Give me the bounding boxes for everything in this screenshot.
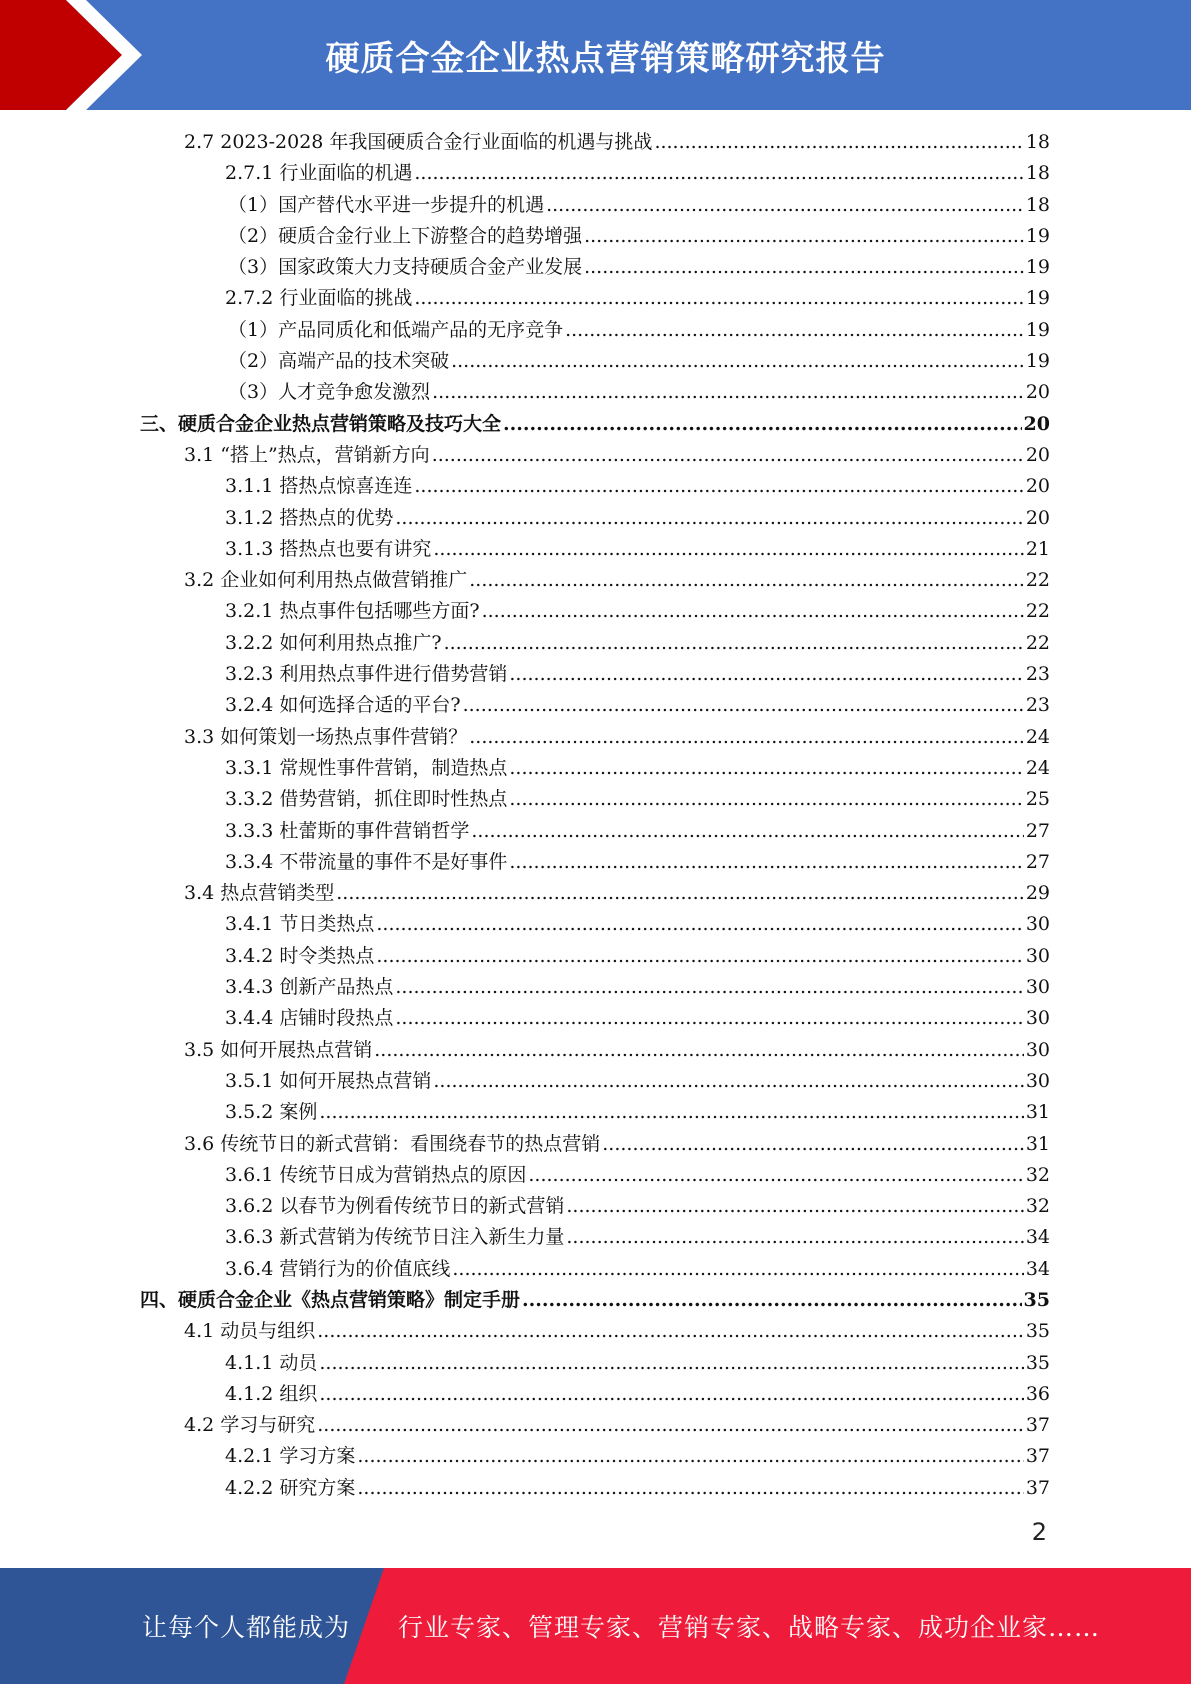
toc-entry-page: 27: [1025, 819, 1050, 842]
toc-entry-page: 36: [1025, 1382, 1050, 1405]
toc-entry-label: 4.1 动员与组织: [184, 1320, 316, 1343]
toc-leader-dots: [395, 1003, 1023, 1034]
toc-leader-dots: [469, 565, 1024, 596]
toc-leader-dots: [414, 158, 1023, 189]
toc-leader-dots: [509, 784, 1023, 815]
page-header: [0, 0, 1191, 110]
toc-entry-page: 30: [1025, 913, 1050, 936]
toc-entry[interactable]: [140, 377, 1050, 408]
toc-entry-page: 32: [1025, 1163, 1050, 1186]
toc-leader-dots: [522, 1285, 1022, 1316]
toc-entry-page: 19: [1025, 318, 1050, 341]
toc-entry-label: 3.6.4 营销行为的价值底线: [225, 1257, 451, 1280]
toc-entry-page: 20: [1025, 506, 1050, 529]
toc-entry-page: 31: [1025, 1132, 1050, 1155]
toc-leader-dots: [376, 941, 1023, 972]
toc-leader-dots: [654, 127, 1023, 158]
toc-entry-page: 20: [1025, 443, 1050, 466]
toc-entry-page: 24: [1025, 725, 1050, 748]
toc-entry-label: 3.6.3 新式营销为传统节日注入新生力量: [225, 1226, 565, 1249]
toc-entry[interactable]: [140, 221, 1050, 252]
toc-entry[interactable]: [140, 315, 1050, 346]
toc-entry[interactable]: [140, 753, 1050, 784]
toc-entry-page: 30: [1025, 944, 1050, 967]
toc-entry[interactable]: [140, 1441, 1050, 1472]
toc-entry-label: 3.3.4 不带流量的事件不是好事件: [225, 850, 508, 873]
toc-entry[interactable]: [140, 1066, 1050, 1097]
toc-leader-dots: [509, 659, 1023, 690]
toc-entry-label: 2.7 2023-2028 年我国硬质合金行业面临的机遇与挑战: [184, 131, 653, 153]
toc-entry-label: 3.5.1 如何开展热点营销: [225, 1069, 432, 1092]
toc-entry[interactable]: [140, 1222, 1050, 1253]
toc-leader-dots: [471, 816, 1023, 847]
toc-entry[interactable]: [140, 158, 1050, 189]
toc-entry[interactable]: [140, 565, 1050, 596]
toc-entry-label: （2）高端产品的技术突破: [228, 350, 450, 373]
toc-entry-page: 30: [1025, 1069, 1050, 1092]
toc-entry-label: 3.1.2 搭热点的优势: [225, 506, 394, 529]
toc-entry-label: （1）国产替代水平进一步提升的机遇: [228, 193, 545, 216]
toc-entry-label: 3.2 企业如何利用热点做营销推广: [184, 569, 468, 592]
toc-entry[interactable]: [140, 722, 1050, 753]
toc-entry-page: 32: [1025, 1195, 1050, 1218]
toc-leader-dots: [414, 283, 1023, 314]
toc-entry-label: 3.3.1 常规性事件营销，制造热点: [225, 756, 508, 779]
header-title: 硬质合金企业热点营销策略研究报告: [325, 38, 886, 79]
toc-entry-label: 3.5 如何开展热点营销: [184, 1038, 373, 1061]
toc-entry-page: 37: [1025, 1414, 1050, 1437]
toc-entry-label: 2.7.1 行业面临的机遇: [225, 162, 413, 185]
toc-entry-label: 4.2.2 研究方案: [225, 1476, 356, 1499]
toc-leader-dots: [357, 1441, 1023, 1472]
toc-entry-page: 19: [1025, 256, 1050, 279]
toc-entry[interactable]: [140, 409, 1050, 440]
toc-entry-label: 3.3.3 杜蕾斯的事件营销哲学: [225, 819, 470, 842]
toc-leader-dots: [528, 1160, 1023, 1191]
toc-entry[interactable]: [140, 596, 1050, 627]
toc-entry-page: 18: [1025, 162, 1050, 185]
toc-entry-label: 2.7.2 行业面临的挑战: [225, 287, 413, 310]
toc-leader-dots: [503, 409, 1022, 440]
toc-entry-page: 22: [1025, 569, 1050, 592]
toc-entry-page: 37: [1025, 1476, 1050, 1499]
toc-entry-page: 35: [1023, 1288, 1050, 1311]
page-number: 2: [1031, 1518, 1047, 1546]
toc-leader-dots: [602, 1129, 1024, 1160]
toc-entry-label: 3.2.2 如何利用热点推广?: [225, 631, 442, 654]
toc-entry-page: 34: [1025, 1226, 1050, 1249]
toc-entry[interactable]: [140, 816, 1050, 847]
toc-entry[interactable]: [140, 190, 1050, 221]
toc-leader-dots: [336, 878, 1024, 909]
toc-entry-label: 4.1.2 组织: [225, 1382, 318, 1405]
toc-entry[interactable]: [140, 659, 1050, 690]
toc-entry-page: 18: [1025, 131, 1050, 153]
toc-leader-dots: [432, 377, 1024, 408]
toc-entry[interactable]: [140, 252, 1050, 283]
toc-entry[interactable]: [140, 1191, 1050, 1222]
toc-entry-page: 35: [1025, 1320, 1050, 1343]
toc-entry-label: 3.4.2 时令类热点: [225, 944, 375, 967]
toc-entry[interactable]: [140, 1254, 1050, 1285]
toc-entry[interactable]: [140, 690, 1050, 721]
toc-entry[interactable]: [140, 283, 1050, 314]
toc-entry[interactable]: [140, 1129, 1050, 1160]
toc-entry-label: 3.2.4 如何选择合适的平台?: [225, 694, 461, 717]
toc-leader-dots: [395, 972, 1023, 1003]
toc-entry-label: 3.1.1 搭热点惊喜连连: [225, 475, 413, 498]
toc-entry-page: 20: [1025, 475, 1050, 498]
toc-entry-page: 22: [1025, 600, 1050, 623]
toc-entry-page: 22: [1025, 631, 1050, 654]
toc-entry[interactable]: [140, 1379, 1050, 1410]
toc-entry[interactable]: [140, 471, 1050, 502]
toc-entry-label: 4.1.1 动员: [225, 1351, 318, 1374]
toc-leader-dots: [414, 471, 1023, 502]
toc-entry-label: （3）国家政策大力支持硬质合金产业发展: [228, 256, 583, 279]
toc-leader-dots: [319, 1348, 1023, 1379]
toc-entry-page: 20: [1025, 381, 1050, 404]
toc-entry-label: 4.2 学习与研究: [184, 1414, 316, 1437]
footer-slogan-right: 行业专家、管理专家、营销专家、战略专家、成功企业家……: [398, 1613, 1101, 1642]
toc-entry-label: 3.3 如何策划一场热点事件营销？: [184, 725, 468, 748]
toc-entry[interactable]: [140, 972, 1050, 1003]
toc-entry-page: 30: [1025, 1038, 1050, 1061]
toc-entry[interactable]: [140, 503, 1050, 534]
toc-entry-page: 18: [1025, 193, 1050, 216]
toc-entry-page: 31: [1025, 1101, 1050, 1124]
toc-leader-dots: [452, 1254, 1023, 1285]
table-of-contents: [140, 127, 1050, 1504]
toc-leader-dots: [546, 190, 1024, 221]
toc-leader-dots: [317, 1316, 1024, 1347]
toc-entry-page: 34: [1025, 1257, 1050, 1280]
toc-entry-label: 3.6 传统节日的新式营销：看围绕春节的热点营销: [184, 1132, 601, 1155]
toc-entry[interactable]: [140, 847, 1050, 878]
toc-entry-page: 19: [1025, 287, 1050, 310]
toc-entry[interactable]: [140, 628, 1050, 659]
toc-entry-label: （1）产品同质化和低端产品的无序竞争: [228, 318, 564, 341]
toc-entry[interactable]: [140, 534, 1050, 565]
toc-entry-label: 3.3.2 借势营销，抓住即时性热点: [225, 788, 508, 811]
toc-leader-dots: [451, 346, 1024, 377]
toc-entry-label: 3.2.3 利用热点事件进行借势营销: [225, 663, 508, 686]
toc-entry[interactable]: [140, 1003, 1050, 1034]
toc-entry-label: （2）硬质合金行业上下游整合的趋势增强: [228, 224, 583, 247]
toc-entry-page: 27: [1025, 850, 1050, 873]
toc-entry[interactable]: [140, 127, 1050, 158]
toc-leader-dots: [584, 252, 1024, 283]
toc-entry-page: 25: [1025, 788, 1050, 811]
toc-entry[interactable]: [140, 909, 1050, 940]
toc-entry[interactable]: [140, 1348, 1050, 1379]
toc-leader-dots: [357, 1473, 1023, 1504]
header-arrow-icon: [0, 0, 160, 110]
toc-entry-label: 3.1.3 搭热点也要有讲究: [225, 537, 432, 560]
toc-leader-dots: [463, 690, 1024, 721]
toc-entry-page: 30: [1025, 1007, 1050, 1030]
toc-leader-dots: [433, 534, 1023, 565]
toc-entry[interactable]: [140, 346, 1050, 377]
toc-leader-dots: [433, 1066, 1023, 1097]
toc-entry-page: 24: [1025, 756, 1050, 779]
toc-entry-page: 35: [1025, 1351, 1050, 1374]
toc-entry[interactable]: [140, 1410, 1050, 1441]
toc-leader-dots: [444, 628, 1024, 659]
toc-entry-label: 3.6.1 传统节日成为营销热点的原因: [225, 1163, 527, 1186]
toc-leader-dots: [319, 1097, 1023, 1128]
toc-leader-dots: [482, 596, 1024, 627]
toc-entry[interactable]: [140, 941, 1050, 972]
toc-entry[interactable]: [140, 784, 1050, 815]
toc-entry[interactable]: [140, 1097, 1050, 1128]
footer-slogan-left: 让每个人都能成为: [142, 1613, 351, 1642]
toc-entry-label: 四、硬质合金企业《热点营销策略》制定手册: [140, 1288, 521, 1311]
toc-leader-dots: [395, 503, 1023, 534]
toc-leader-dots: [509, 753, 1023, 784]
toc-entry-page: 23: [1025, 663, 1050, 686]
toc-entry-page: 19: [1025, 350, 1050, 373]
toc-entry[interactable]: [140, 440, 1050, 471]
toc-entry-label: 3.4.4 店铺时段热点: [225, 1007, 394, 1030]
toc-entry-page: 30: [1025, 976, 1050, 999]
toc-entry-page: 29: [1025, 882, 1050, 905]
toc-leader-dots: [374, 1035, 1024, 1066]
toc-leader-dots: [317, 1410, 1024, 1441]
toc-entry-page: 21: [1025, 537, 1050, 560]
toc-entry-label: （3）人才竞争愈发激烈: [228, 381, 431, 404]
toc-entry[interactable]: [140, 1035, 1050, 1066]
toc-entry[interactable]: [140, 878, 1050, 909]
toc-leader-dots: [566, 1191, 1023, 1222]
toc-entry[interactable]: [140, 1473, 1050, 1504]
toc-entry-page: 37: [1025, 1445, 1050, 1468]
toc-leader-dots: [584, 221, 1024, 252]
toc-entry-label: 3.4.3 创新产品热点: [225, 976, 394, 999]
toc-entry-page: 19: [1025, 224, 1050, 247]
toc-entry-page: 23: [1025, 694, 1050, 717]
toc-entry-label: 3.2.1 热点事件包括哪些方面?: [225, 600, 480, 623]
toc-entry-label: 3.4.1 节日类热点: [225, 913, 375, 936]
toc-leader-dots: [319, 1379, 1023, 1410]
toc-entry-label: 3.6.2 以春节为例看传统节日的新式营销: [225, 1195, 565, 1218]
toc-leader-dots: [432, 440, 1024, 471]
toc-leader-dots: [566, 1222, 1023, 1253]
toc-leader-dots: [469, 722, 1024, 753]
toc-leader-dots: [565, 315, 1024, 346]
toc-entry-label: 3.1 “搭上”热点，营销新方向: [184, 443, 430, 466]
toc-entry-label: 三、硬质合金企业热点营销策略及技巧大全: [140, 412, 502, 435]
toc-entry[interactable]: [140, 1285, 1050, 1316]
toc-entry-label: 3.4 热点营销类型: [184, 882, 335, 905]
page-footer: [0, 1568, 1191, 1684]
toc-entry[interactable]: [140, 1160, 1050, 1191]
toc-entry-label: 4.2.1 学习方案: [225, 1445, 356, 1468]
toc-entry-label: 3.5.2 案例: [225, 1101, 318, 1124]
toc-entry[interactable]: [140, 1316, 1050, 1347]
toc-leader-dots: [376, 909, 1023, 940]
toc-leader-dots: [509, 847, 1023, 878]
toc-entry-page: 20: [1023, 412, 1050, 435]
